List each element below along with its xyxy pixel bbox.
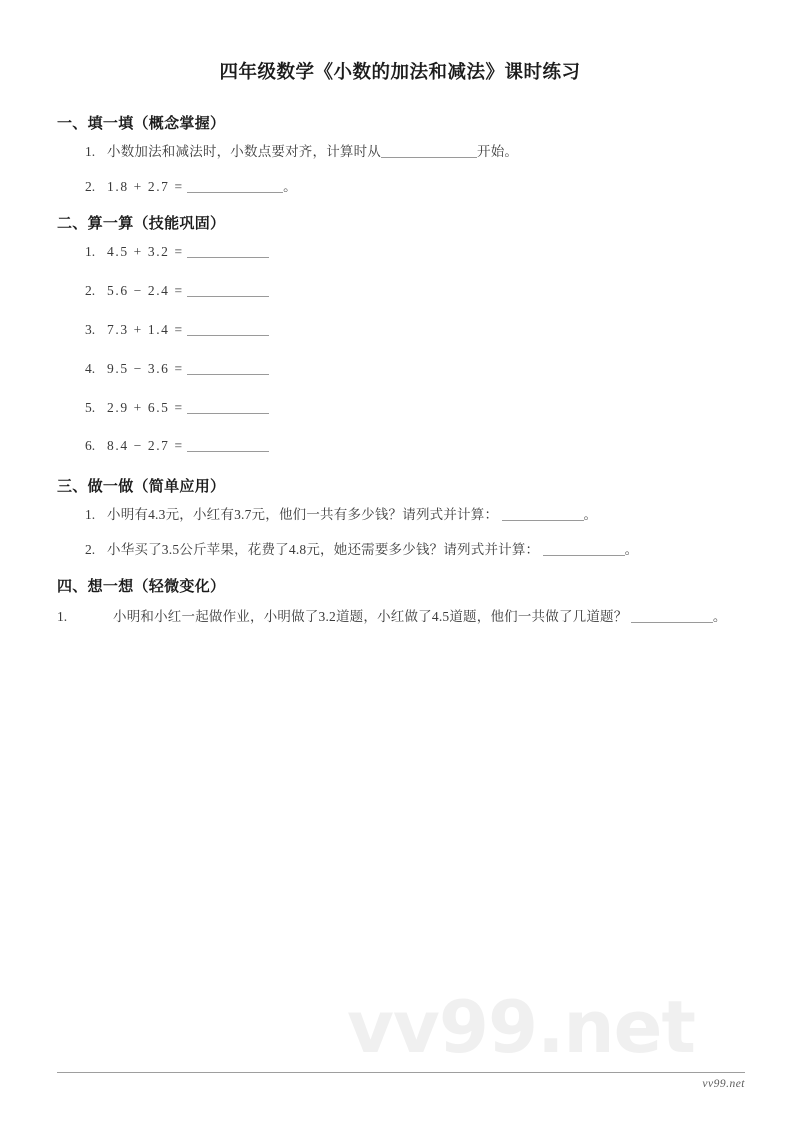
item-number: 6. bbox=[85, 438, 96, 454]
item-number: 1. bbox=[57, 609, 68, 625]
item-text-after: 。 bbox=[712, 609, 727, 625]
item-expression: 9.5 − 3.6 = bbox=[107, 360, 184, 376]
item-text-before: 小明有4.3元，小红有3.7元，他们一共有多少钱？请列式并计算： bbox=[107, 507, 499, 523]
answer-blank[interactable] bbox=[187, 362, 269, 375]
exercise-item bbox=[57, 142, 747, 163]
answer-blank[interactable] bbox=[187, 284, 269, 297]
item-text-before: 小明和小红一起做作业，小明做了3.2道题，小红做了4.5道题，他们一共做了几道题？ bbox=[113, 609, 628, 625]
worksheet-content bbox=[57, 112, 747, 632]
item-number: 1. bbox=[85, 144, 96, 159]
exercise-item bbox=[57, 242, 747, 263]
answer-blank[interactable] bbox=[631, 610, 713, 623]
watermark: vv99.net bbox=[347, 985, 695, 1069]
item-text-after: 开始。 bbox=[477, 144, 519, 159]
exercise-item bbox=[57, 177, 747, 198]
section-heading: 一、填一填（概念掌握） bbox=[57, 116, 226, 132]
footer-divider bbox=[57, 1072, 745, 1073]
exercise-item bbox=[57, 505, 747, 526]
item-expression: 4.5 + 3.2 = bbox=[107, 243, 184, 259]
answer-blank[interactable] bbox=[187, 180, 283, 193]
answer-blank[interactable] bbox=[543, 543, 625, 556]
item-expression: 5.6 − 2.4 = bbox=[107, 282, 184, 298]
item-text-after: 。 bbox=[583, 507, 598, 523]
section-fill-in-the-blank bbox=[57, 112, 747, 198]
item-expression: 2.9 + 6.5 = bbox=[107, 399, 184, 415]
answer-blank[interactable] bbox=[187, 401, 269, 414]
exercise-item bbox=[57, 281, 747, 302]
item-number: 3. bbox=[85, 321, 96, 337]
exercise-item bbox=[57, 540, 747, 561]
item-text-after: 。 bbox=[283, 178, 297, 194]
exercise-item bbox=[57, 359, 747, 380]
item-text-before: 小数加法和减法时，小数点要对齐，计算时从 bbox=[107, 144, 381, 159]
exercise-item bbox=[57, 605, 747, 630]
item-number: 1. bbox=[85, 507, 96, 523]
item-text-after: 。 bbox=[624, 542, 639, 558]
item-expression: 1.8 + 2.7 = bbox=[107, 178, 184, 194]
item-number: 4. bbox=[85, 360, 96, 376]
footer-site-label: vv99.net bbox=[702, 1078, 745, 1090]
exercise-item bbox=[57, 436, 747, 457]
item-text-before: 小华买了3.5公斤苹果，花费了4.8元，她还需要多少钱？请列式并计算： bbox=[107, 542, 540, 558]
section-calculations bbox=[57, 212, 747, 458]
answer-blank[interactable] bbox=[502, 508, 584, 521]
item-number: 2. bbox=[85, 178, 96, 194]
answer-blank[interactable] bbox=[187, 245, 269, 258]
item-expression: 7.3 + 1.4 = bbox=[107, 321, 184, 337]
item-number: 1. bbox=[85, 243, 96, 259]
item-number: 2. bbox=[85, 282, 96, 298]
answer-blank[interactable] bbox=[187, 439, 269, 452]
item-number: 2. bbox=[85, 542, 96, 558]
answer-blank[interactable] bbox=[381, 145, 477, 158]
page-title: 四年级数学《小数的加法和减法》课时练习 bbox=[219, 63, 581, 83]
section-heading: 三、做一做（简单应用） bbox=[57, 479, 226, 496]
answer-blank[interactable] bbox=[187, 323, 269, 336]
section-heading: 二、算一算（技能巩固） bbox=[57, 215, 226, 232]
section-think-about-it bbox=[57, 575, 747, 630]
item-expression: 8.4 − 2.7 = bbox=[107, 438, 184, 454]
exercise-item bbox=[57, 398, 747, 419]
section-heading: 四、想一想（轻微变化） bbox=[57, 579, 226, 596]
section-word-problems bbox=[57, 475, 747, 561]
exercise-item bbox=[57, 320, 747, 341]
item-number: 5. bbox=[85, 399, 96, 415]
